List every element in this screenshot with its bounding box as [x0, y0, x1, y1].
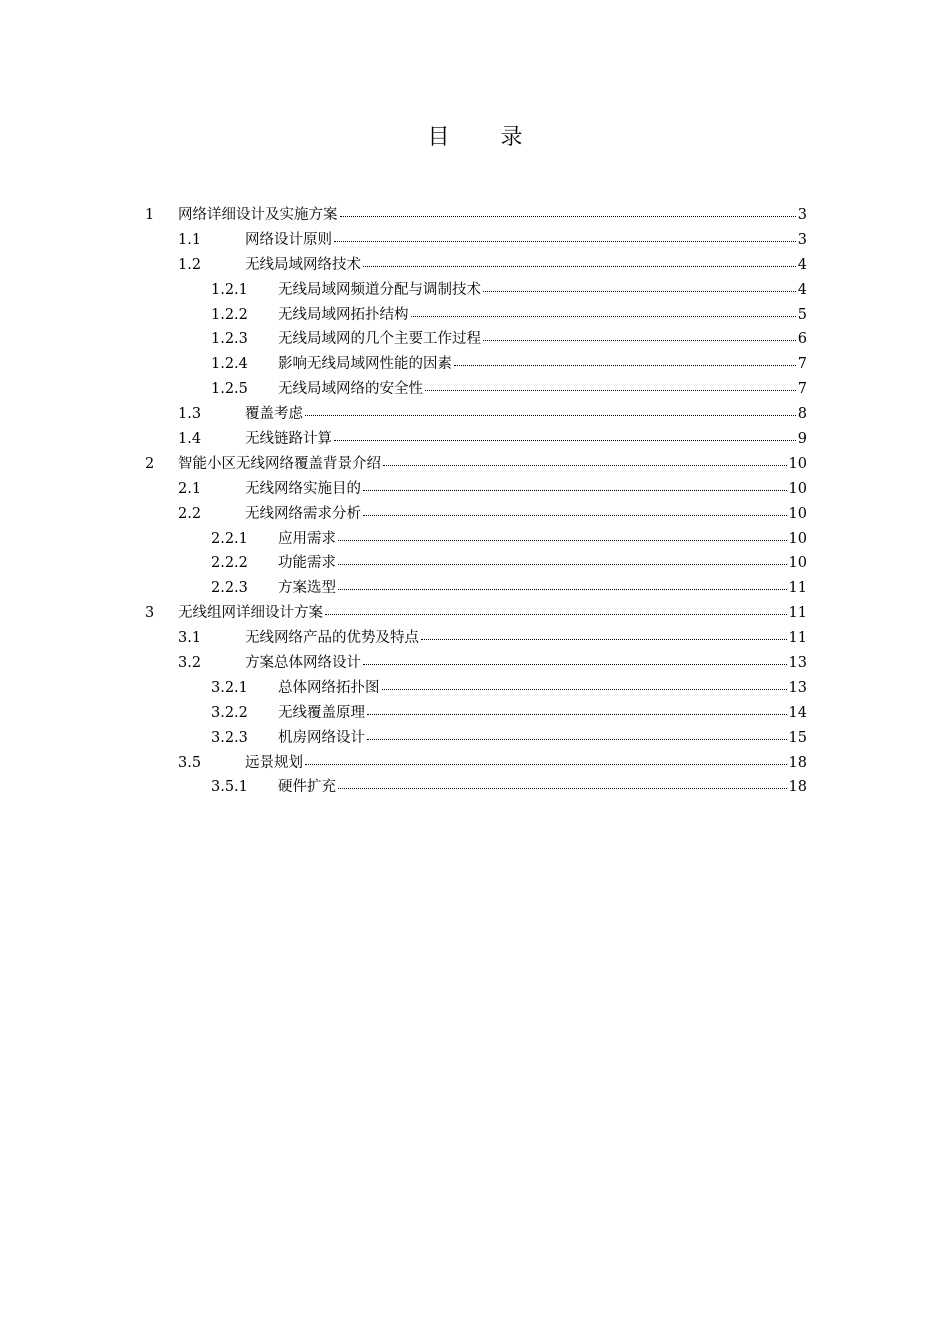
toc-entry-page: 9: [797, 431, 807, 448]
toc-entry-title: 总体网络拓扑图: [278, 679, 380, 696]
toc-entry-number: 3.2.3: [211, 729, 248, 746]
toc-entry-page: 4: [797, 281, 807, 298]
toc-entry-title: 功能需求: [278, 555, 336, 572]
toc-dot-leader: [334, 429, 796, 444]
toc-entry-page: 10: [788, 555, 807, 572]
toc-entry-number: 1.3: [178, 406, 202, 423]
toc-entry-title: 无线链路计算: [245, 431, 332, 448]
toc-entry-page: 3: [797, 207, 807, 223]
toc-dot-leader: [367, 702, 787, 717]
toc-entry-page: 11: [788, 605, 807, 622]
toc-entry-number: 1.1: [178, 231, 202, 248]
toc-entry[interactable]: [145, 402, 807, 427]
toc-dot-leader: [363, 254, 796, 269]
toc-dot-leader: [338, 777, 787, 792]
toc-entry-number: 1: [145, 207, 155, 223]
toc-entry-page: 11: [788, 580, 807, 597]
toc-entry-title: 智能小区无线网络覆盖背景介绍: [178, 455, 381, 472]
toc-entry-page: 10: [788, 480, 807, 497]
toc-list: [145, 203, 807, 800]
toc-entry-title: 影响无线局域网性能的因素: [278, 356, 452, 373]
toc-entry-number: 2.2.3: [211, 580, 248, 597]
toc-entry[interactable]: [145, 527, 807, 552]
toc-dot-leader: [363, 478, 787, 493]
toc-entry[interactable]: [145, 775, 807, 800]
toc-entry-number: 1.2: [178, 256, 202, 273]
toc-entry-title: 网络设计原则: [245, 231, 332, 248]
toc-entry-page: 13: [788, 679, 807, 696]
toc-entry-number: 3.2: [178, 655, 202, 672]
toc-entry-number: 1.2.5: [211, 381, 248, 398]
toc-entry[interactable]: [145, 203, 807, 228]
toc-dot-leader: [421, 628, 787, 643]
toc-entry-title: 无线局域网的几个主要工作过程: [278, 331, 481, 348]
toc-entry-number: 1.2.2: [211, 306, 248, 323]
toc-entry[interactable]: [145, 701, 807, 726]
toc-entry-page: 11: [788, 630, 807, 647]
toc-entry-title: 无线网络产品的优势及特点: [245, 630, 419, 647]
toc-title: 目 录: [427, 125, 545, 150]
toc-entry[interactable]: [145, 327, 807, 352]
toc-dot-leader: [325, 603, 787, 618]
toc-entry-number: 3: [145, 605, 155, 622]
toc-entry-number: 2.1: [178, 480, 202, 497]
toc-entry-title: 覆盖考虑: [245, 406, 303, 423]
toc-dot-leader: [425, 379, 796, 394]
toc-dot-leader: [338, 578, 787, 593]
toc-entry-page: 8: [797, 406, 807, 423]
toc-entry-title: 硬件扩充: [278, 779, 336, 796]
toc-entry-number: 1.2.3: [211, 331, 248, 348]
toc-entry-page: 10: [788, 530, 807, 547]
toc-entry-title: 无线局域网络的安全性: [278, 381, 423, 398]
toc-entry-title: 远景规划: [245, 754, 303, 771]
toc-entry[interactable]: [145, 278, 807, 303]
toc-dot-leader: [367, 727, 787, 742]
toc-dot-leader: [305, 404, 796, 419]
toc-entry[interactable]: [145, 477, 807, 502]
toc-entry[interactable]: [145, 303, 807, 328]
toc-entry-page: 3: [797, 231, 807, 248]
toc-entry-title: 无线网络需求分析: [245, 505, 361, 522]
toc-dot-leader: [338, 553, 787, 568]
toc-entry-page: 4: [797, 256, 807, 273]
toc-dot-leader: [363, 653, 787, 668]
toc-entry[interactable]: [145, 676, 807, 701]
toc-entry-title: 方案选型: [278, 580, 336, 597]
toc-entry-number: 3.5: [178, 754, 202, 771]
toc-entry-page: 6: [797, 331, 807, 348]
toc-dot-leader: [483, 279, 796, 294]
toc-entry[interactable]: [145, 228, 807, 253]
toc-entry[interactable]: [145, 576, 807, 601]
toc-entry-number: 3.5.1: [211, 779, 248, 796]
toc-entry[interactable]: [145, 502, 807, 527]
toc-entry-number: 3.1: [178, 630, 202, 647]
toc-entry[interactable]: [145, 352, 807, 377]
toc-entry-page: 10: [788, 455, 807, 472]
toc-entry[interactable]: [145, 651, 807, 676]
toc-entry-title: 无线覆盖原理: [278, 704, 365, 721]
toc-entry-page: 14: [788, 704, 807, 721]
toc-dot-leader: [340, 205, 796, 220]
toc-entry[interactable]: [145, 427, 807, 452]
toc-dot-leader: [383, 453, 787, 468]
toc-entry[interactable]: [145, 751, 807, 776]
toc-entry-number: 1.4: [178, 431, 202, 448]
toc-entry[interactable]: [145, 377, 807, 402]
toc-entry-page: 7: [797, 381, 807, 398]
toc-entry-page: 5: [797, 306, 807, 323]
toc-entry-title: 应用需求: [278, 530, 336, 547]
toc-entry-title: 网络详细设计及实施方案: [178, 207, 338, 223]
toc-entry-title: 无线网络实施目的: [245, 480, 361, 497]
toc-dot-leader: [411, 304, 796, 319]
toc-entry-title: 机房网络设计: [278, 729, 365, 746]
toc-entry-page: 7: [797, 356, 807, 373]
toc-entry[interactable]: [145, 726, 807, 751]
toc-dot-leader: [338, 528, 787, 543]
toc-entry[interactable]: [145, 253, 807, 278]
toc-entry-number: 1.2.4: [211, 356, 248, 373]
toc-entry-title: 无线组网详细设计方案: [178, 605, 323, 622]
toc-entry[interactable]: [145, 452, 807, 477]
toc-dot-leader: [305, 752, 787, 767]
toc-dot-leader: [483, 329, 796, 344]
toc-entry-title: 无线局域网频道分配与调制技术: [278, 281, 481, 298]
toc-dot-leader: [454, 354, 796, 369]
toc-dot-leader: [363, 503, 787, 518]
toc-entry[interactable]: [145, 551, 807, 576]
toc-entry-number: 3.2.1: [211, 679, 248, 696]
toc-entry-number: 2.2.2: [211, 555, 248, 572]
toc-entry-number: 1.2.1: [211, 281, 248, 298]
toc-entry[interactable]: [145, 626, 807, 651]
toc-entry-page: 18: [788, 754, 807, 771]
toc-entry-page: 18: [788, 779, 807, 796]
toc-entry-page: 13: [788, 655, 807, 672]
toc-entry-title: 方案总体网络设计: [245, 655, 361, 672]
toc-entry-page: 10: [788, 505, 807, 522]
toc-entry-title: 无线局域网络技术: [245, 256, 361, 273]
toc-entry[interactable]: [145, 601, 807, 626]
toc-entry-number: 2.2: [178, 505, 202, 522]
toc-dot-leader: [334, 229, 796, 244]
toc-entry-title: 无线局域网拓扑结构: [278, 306, 409, 323]
toc-entry-number: 2.2.1: [211, 530, 248, 547]
toc-entry-number: 2: [145, 455, 155, 472]
toc-entry-page: 15: [788, 729, 807, 746]
toc-dot-leader: [382, 677, 787, 692]
toc-entry-number: 3.2.2: [211, 704, 248, 721]
